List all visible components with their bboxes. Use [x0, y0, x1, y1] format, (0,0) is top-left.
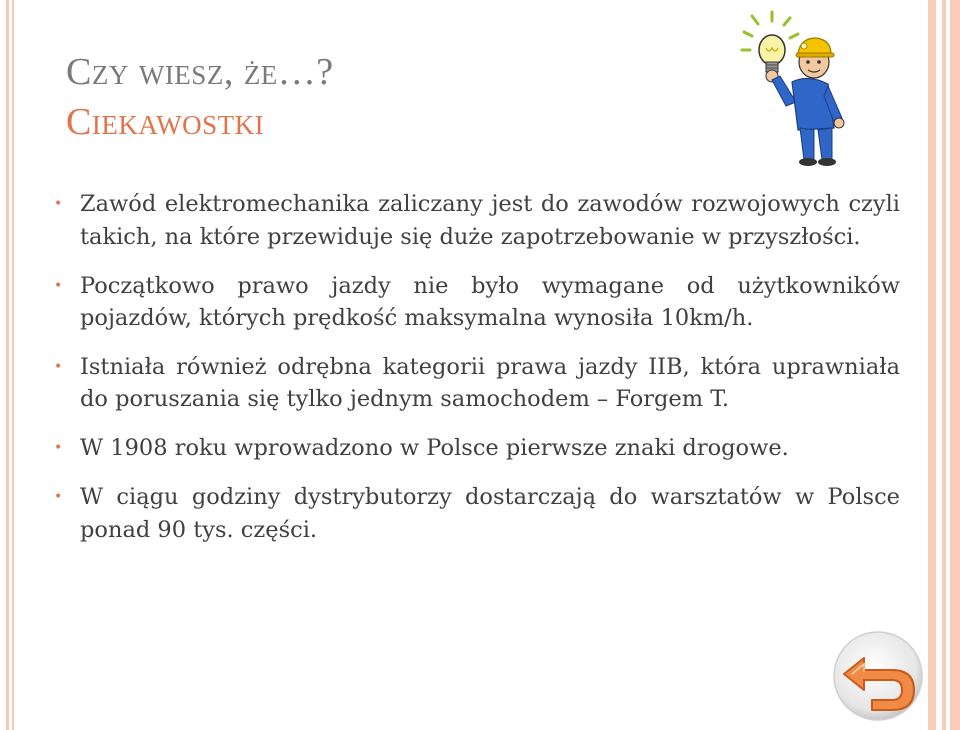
list-item	[52, 351, 900, 416]
list-item-text: W 1908 roku wprowadzono w Polsce pierwsze znaki drogowe.	[80, 435, 789, 461]
bullet-list	[52, 188, 900, 563]
right-border-stripe	[928, 0, 936, 730]
list-item-text: Początkowo prawo jazdy nie było wymagane od użytkowników pojazdów, których prędkość maksymalna wynosiła 10km/h.	[80, 272, 900, 331]
right-decorative-border	[928, 0, 960, 730]
bullet-marker: •	[54, 358, 63, 375]
back-arrow-icon[interactable]	[830, 626, 930, 726]
left-border-stripe	[12, 0, 14, 730]
bullet-marker: •	[54, 440, 63, 456]
list-item	[52, 432, 900, 465]
miner-with-lightbulb-icon	[738, 10, 858, 170]
bullet-marker: •	[54, 196, 63, 212]
list-item	[52, 270, 900, 335]
left-border-stripe	[6, 0, 9, 730]
list-item	[52, 481, 900, 546]
right-border-stripe	[942, 0, 946, 730]
bullet-marker: •	[54, 489, 63, 505]
list-item-text: Istniała również odrębna kategorii prawa jazdy IIB, która uprawniała do poruszania się tylko jednym samochodem – Forgem T.	[80, 353, 900, 412]
slide-subtitle: Ciekawostki	[66, 101, 265, 143]
slide-title: Czy wiesz, że…?	[66, 51, 334, 93]
right-border-stripe	[950, 0, 960, 730]
list-item-text: W ciągu godziny dystrybutorzy dostarczają do warsztatów w Polsce ponad 90 tys. części.	[80, 484, 900, 543]
list-item-text: Zawód elektromechanika zaliczany jest do zawodów rozwojowych czyli takich, na które przewiduje się duże zapotrzebowanie w przyszłości.	[80, 191, 900, 250]
list-item	[52, 188, 900, 253]
bullet-marker: •	[54, 277, 63, 294]
left-decorative-border	[0, 0, 20, 730]
